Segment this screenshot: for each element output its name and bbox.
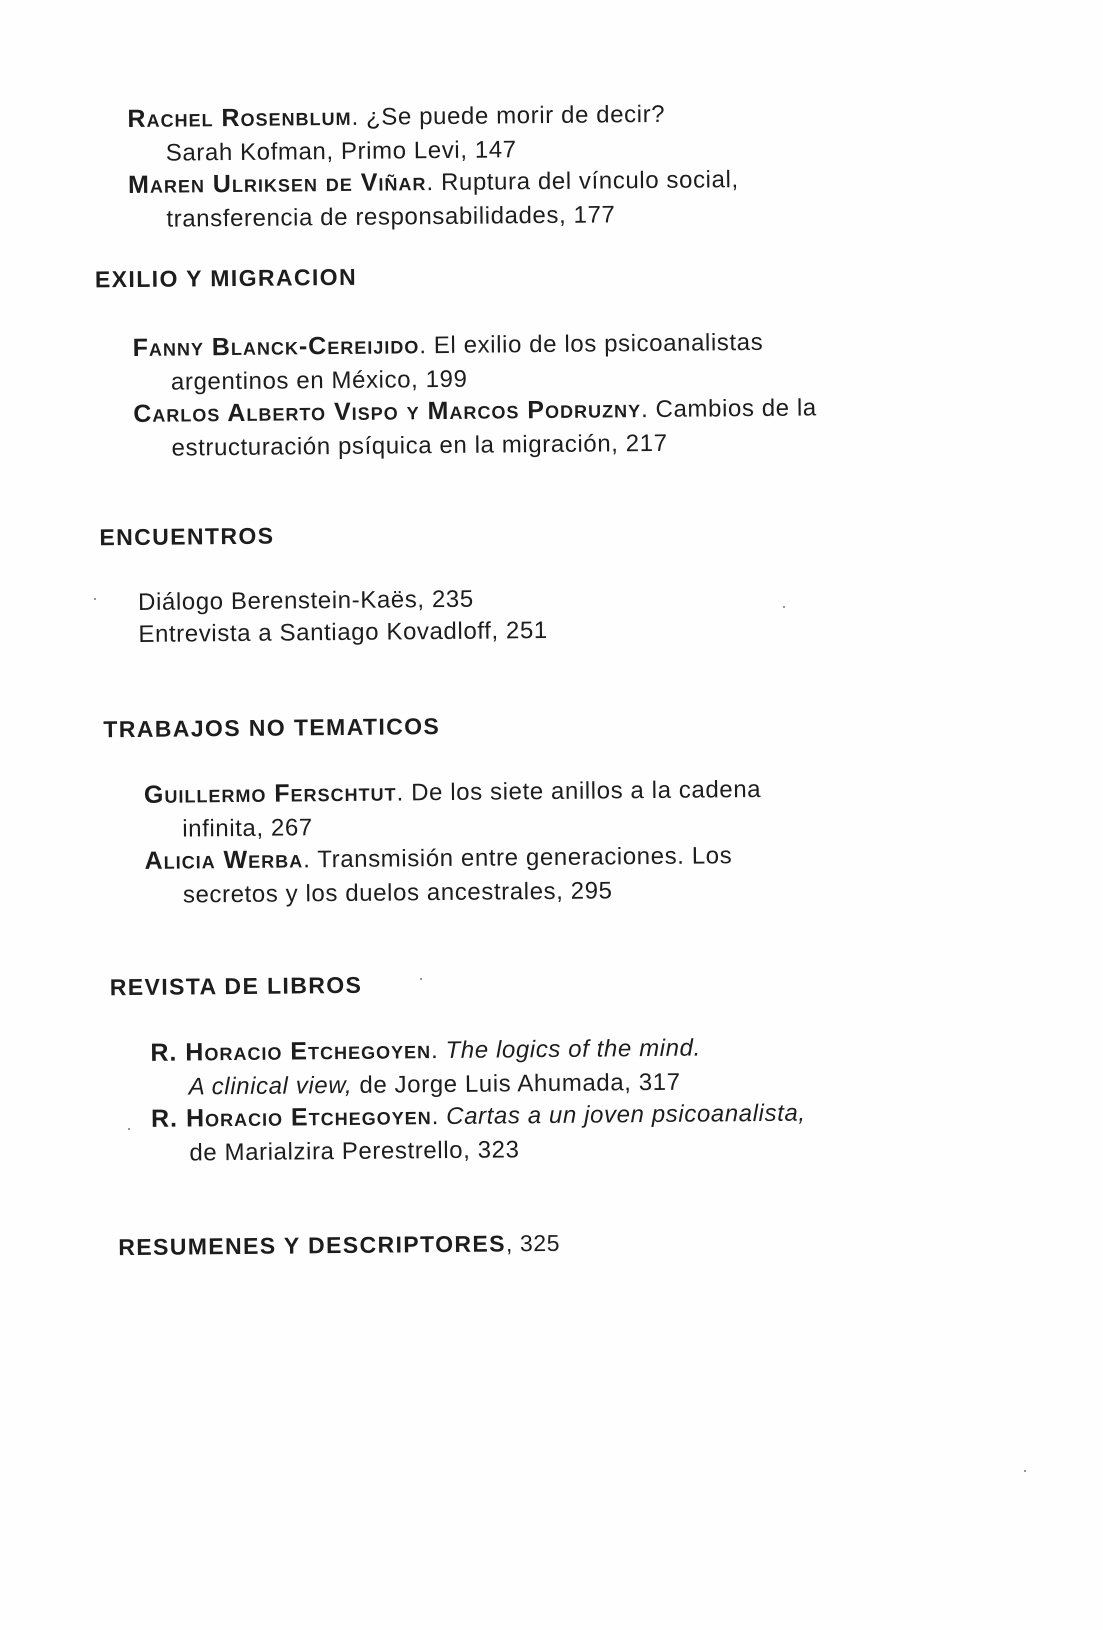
page-number: , 325 (505, 1229, 561, 1257)
book-title: The logics of the mind. (445, 1034, 701, 1065)
toc-entry: Rachel Rosenblum. ¿Se puede morir de decir? Sarah Kofman, Primo Levi, 147 (127, 97, 665, 171)
entry-title: Transmisión entre generaciones. Los (317, 842, 733, 874)
entry-title-continued: estructuración psíquica en la migración, 217 (171, 429, 668, 462)
book-title-continued: A clinical view, (188, 1071, 353, 1101)
section-heading: EXILIO Y MIGRACION (94, 263, 358, 293)
entry-title-continued: argentinos en México, 199 (170, 365, 468, 396)
entry-title-continued: infinita, 267 (182, 814, 313, 843)
toc-entry: Alicia Werba. Transmisión entre generaciones. Los secretos y los duelos ancestrales, 295 (144, 838, 732, 913)
toc-entry: R. Horacio Etchegoyen. The logics of the mind. A clinical view, de Jorge Luis Ahumada, 317 (150, 1031, 701, 1105)
section-heading: ENCUENTROS (99, 522, 275, 551)
section-heading (118, 1230, 560, 1261)
toc-entry: Fanny Blanck-Cereijido. El exilio de los psicoanalistas argentinos en México, 199 (132, 325, 763, 400)
toc-entry: R. Horacio Etchegoyen. Cartas a un joven psicoanalista, de Marialzira Perestrello, 323 (151, 1096, 806, 1171)
author-name: Maren Ulriksen de Viñar (127, 168, 427, 200)
scan-speck (783, 606, 785, 608)
book-title: Cartas a un joven psicoanalista, (446, 1099, 806, 1131)
entry-title: El exilio de los psicoanalistas (433, 328, 764, 360)
section-heading-text: RESUMENES Y DESCRIPTORES (118, 1230, 507, 1261)
author-name: Fanny Blanck-Cereijido (132, 331, 420, 362)
toc-entry: Carlos Alberto Vispo y Marcos Podruzny. Cambios de la estructuración psíquica en la migración, 217 (133, 390, 817, 466)
scan-speck (420, 978, 422, 980)
author-name: Alicia Werba (144, 845, 304, 875)
entry-title-continued: transferencia de responsabilidades, 177 (166, 201, 616, 233)
entry-title: Cambios de la (655, 394, 817, 423)
author-name: Guillermo Ferschtut (143, 778, 397, 809)
list-item: Diálogo Berenstein-Kaës, 235 (137, 585, 474, 616)
author-name: R. Horacio Etchegoyen (150, 1102, 432, 1133)
entry-title-continued: secretos y los duelos ancestrales, 295 (182, 877, 613, 909)
entry-title: De los siete anillos a la cadena (410, 775, 762, 807)
scan-speck (1024, 1470, 1026, 1472)
entry-title: Ruptura del vínculo social, (440, 166, 739, 197)
author-name: Carlos Alberto Vispo y Marcos Podruzny (133, 395, 642, 428)
toc-entry: Guillermo Ferschtut. De los siete anillos a la cadena infinita, 267 (144, 772, 762, 847)
book-author-page: de Marialzira Perestrello, 323 (189, 1136, 520, 1167)
scan-speck (128, 1128, 130, 1130)
toc-entry: Maren Ulriksen de Viñar. Ruptura del vínculo social, transferencia de responsabilidades, 177 (128, 162, 739, 237)
section-heading: REVISTA DE LIBROS (109, 971, 363, 1001)
book-author-page: de Jorge Luis Ahumada, 317 (359, 1068, 681, 1099)
list-item: Entrevista a Santiago Kovadloff, 251 (138, 617, 548, 648)
author-name: R. Horacio Etchegoyen (150, 1036, 432, 1067)
author-name: Rachel Rosenblum (127, 102, 352, 134)
entry-title: ¿Se puede morir de decir? (365, 100, 666, 131)
entry-title-continued: Sarah Kofman, Primo Levi, 147 (165, 136, 517, 167)
scan-speck (94, 598, 96, 600)
section-heading: TRABAJOS NO TEMATICOS (103, 713, 441, 743)
